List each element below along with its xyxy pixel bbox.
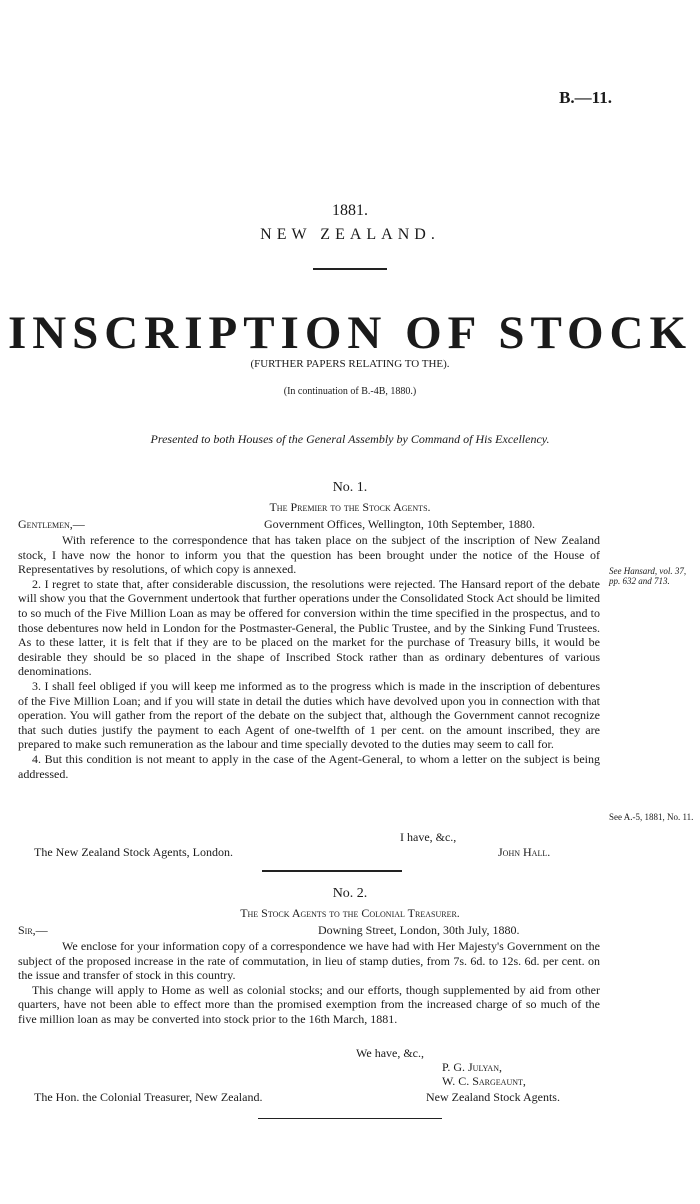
header-divider (313, 268, 387, 270)
letter-1-addressee: The New Zealand Stock Agents, London. (34, 845, 233, 859)
continuation-note: (In continuation of B.-4B, 1880.) (283, 386, 417, 397)
letter-2-body (18, 939, 600, 1027)
letter-2-heading: The Stock Agents to the Colonial Treasurer. (240, 906, 460, 920)
letter-1-paragraph: With reference to the correspondence that has taken place on the subject of the inscription of New Zealand stock, I have now the honor to inform you that the question has been brought under the notice of the House of Representatives by resolutions, of which copy is annexed. (18, 533, 600, 577)
letter-1-number: No. 1. (332, 480, 368, 495)
letter-1-closing: I have, &c., (400, 830, 457, 844)
footer-divider (258, 1118, 442, 1119)
letter-2-number: No. 2. (332, 886, 368, 901)
letter-1-paragraph: 2. I regret to state that, after considerable discussion, the resolutions were rejected. The Hansard report of the debate will show you that the Government undertook that further operations under the Consolidated Stock Act should be limited to so much of the Five Million Loan as may be offered for conversion within the time specified in the prospectus, and to those debentures now held in London for the Postmaster-General, the Public Trustee, and by the Sinking Fund Trustees. As to these latter, it is felt that if they are to be placed on the market for the purchase of Treasury bills, it would be desirable they should be so placed in the shape of Inscribed Stock rather than as ordinary debentures of various denominations. (18, 576, 600, 679)
letter-1-place-date: Government Offices, Wellington, 10th September, 1880. (264, 517, 536, 531)
letter-2-paragraph: We enclose for your information copy of a correspondence we have had with Her Majesty's Government on the subject of the proposed increase in the rate of commutation, in lieu of stamp duties, from 7s. 6d. to 12s. 6d. per cent. on the issue and transfer of stock in this country. (18, 939, 600, 983)
letter-1-paragraph: 4. But this condition is not meant to apply in the case of the Agent-General, to whom a letter on the subject is being addressed. (18, 751, 600, 781)
letter-2-salutation: Sir,— (18, 923, 48, 937)
presentation-line: Presented to both Houses of the General Assembly by Command of His Excellency. (150, 432, 550, 446)
letter-1-paragraph: 3. I shall feel obliged if you will keep me informed as to the progress which is made in the inscription of debentures of the Five Million Loan; and if you will state in detail the duties which have devolved upon you in connection with that operation. You will gather from the report of the debate on the subject that, although the Government cannot recognize that such duties justify the payment to each Agent of one-twelfth of 1 per cent. on the amount inscribed, they are prepared to make such remuneration as the labour and time specially devoted to the duties may seem to call for. (18, 678, 600, 752)
letter-2-closing: We have, &c., (356, 1046, 425, 1060)
letter-1-salutation: Gentlemen,— (18, 517, 85, 531)
letter-2-place-date: Downing Street, London, 30th July, 1880. (318, 923, 520, 937)
document-year: 1881. (332, 202, 368, 219)
margin-note-a5: See A.-5, 1881, No. 11. (609, 812, 694, 822)
letter-2-addressee: The Hon. the Colonial Treasurer, New Zealand. (34, 1090, 263, 1104)
letter-2-signature-julyan: P. G. Julyan, (442, 1060, 502, 1074)
letter-1-body (18, 533, 600, 781)
letter-2-signature-title: New Zealand Stock Agents. (426, 1090, 560, 1104)
document-subtitle: (FURTHER PAPERS RELATING TO THE). (250, 358, 450, 370)
document-country: NEW ZEALAND. (260, 226, 440, 243)
letter-2-signature-sargeaunt: W. C. Sargeaunt, (442, 1074, 526, 1088)
letter-2-paragraph: This change will apply to Home as well as colonial stocks; and our efforts, though supplemented by aid from other quarters, have not been able to effect more than the promised exemption from the increased charge of so much of the five million loan as may be converted into stock prior to the 16th March, 1881. (18, 982, 600, 1026)
letter-1-signature: John Hall. (498, 845, 551, 859)
letter-1-heading: The Premier to the Stock Agents. (269, 500, 431, 514)
section-divider (262, 870, 402, 872)
document-reference: B.—11. (559, 88, 612, 107)
document-title: INSCRIPTION OF STOCK (7, 307, 693, 359)
margin-note-hansard: See Hansard, vol. 37, pp. 632 and 713. (609, 566, 687, 586)
